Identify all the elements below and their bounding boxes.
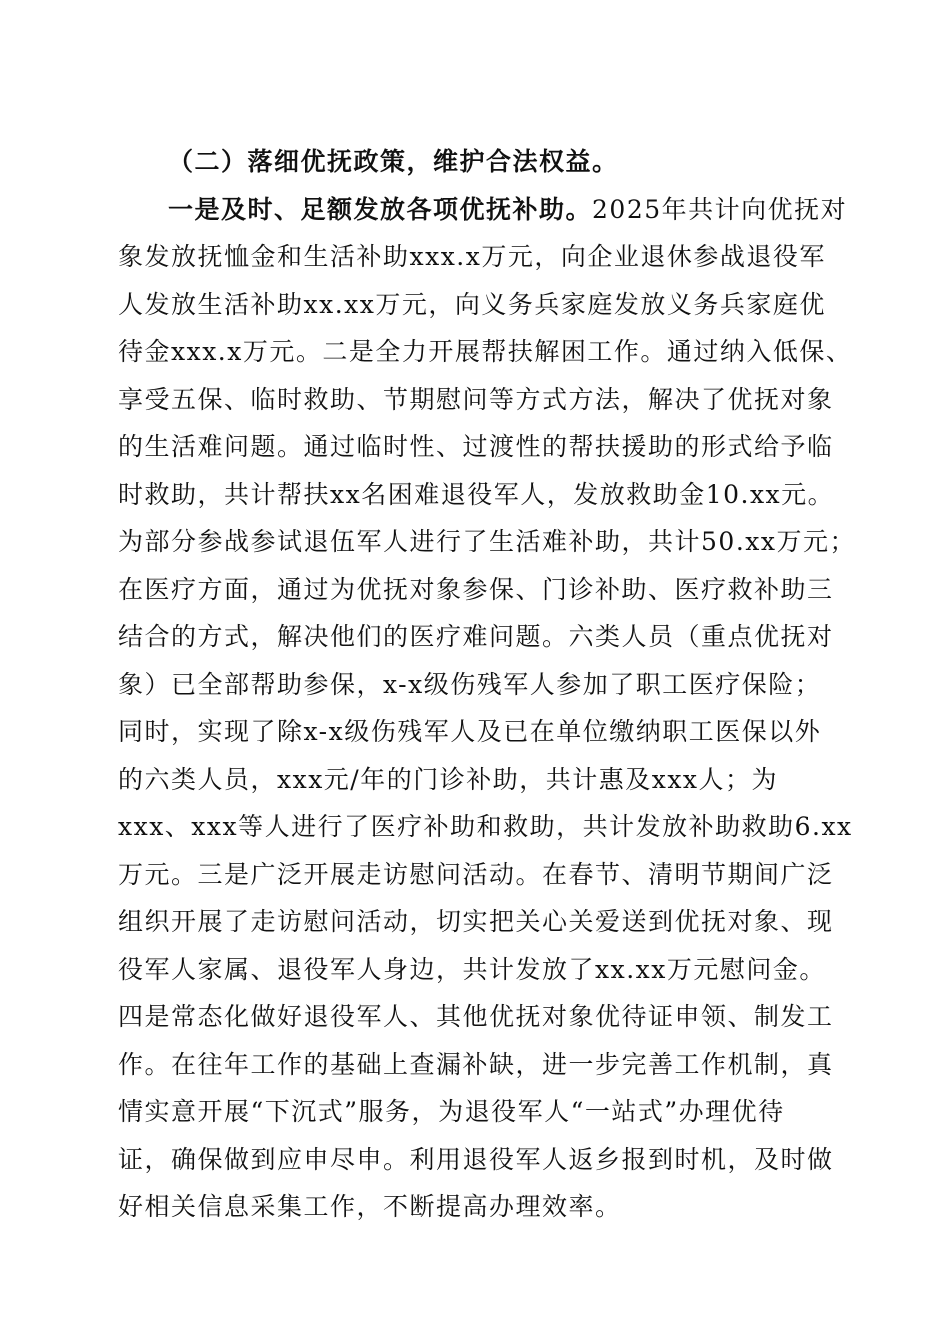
paragraph-line xyxy=(118,756,838,804)
line-text: 时救助，共计帮扶xx名困难退役军人，发放救助金10.xx元。 xyxy=(118,479,835,509)
line-text: 象）已全部帮助参保，x-x级伤残军人参加了职工医疗保险； xyxy=(118,669,822,699)
paragraph-line xyxy=(118,851,838,899)
section-heading xyxy=(118,138,838,186)
line-text: 2025年共计向优抚对 xyxy=(592,194,848,224)
body-text xyxy=(118,138,856,1231)
lead-sentence: 一是及时、足额发放各项优抚补助。 xyxy=(168,194,593,224)
paragraph-line xyxy=(118,233,838,281)
paragraph-line xyxy=(118,993,838,1041)
paragraph-line xyxy=(118,1041,838,1089)
paragraph-line xyxy=(118,708,838,756)
line-text: xxx、xxx等人进行了医疗补助和救助，共计发放补助救助6.xx xyxy=(118,812,853,841)
paragraph-line xyxy=(118,1088,838,1136)
line-text: 的生活难问题。通过临时性、过渡性的帮扶援助的形式给予临 xyxy=(118,432,834,461)
paragraph-line xyxy=(118,613,838,661)
line-text: 情实意开展“下沉式”服务，为退役军人“一站式”办理优待 xyxy=(118,1097,785,1126)
line-text: 人发放生活补助xx.xx万元，向义务兵家庭发放义务兵家庭优 xyxy=(118,289,826,319)
paragraph-line xyxy=(118,1183,838,1231)
section-heading-text: （二）落细优抚政策，维护合法权益。 xyxy=(168,147,619,176)
line-text: 同时，实现了除x-x级伤残军人及已在单位缴纳职工医保以外 xyxy=(118,717,822,746)
line-text: 好相关信息采集工作，不断提高办理效率。 xyxy=(118,1192,622,1221)
paragraph-line xyxy=(118,898,838,946)
line-text: 在医疗方面，通过为优抚对象参保、门诊补助、医疗救补助三 xyxy=(118,574,834,604)
line-text: 的六类人员，xxx元/年的门诊补助，共计惠及xxx人；为 xyxy=(118,764,779,794)
paragraph-line xyxy=(118,281,838,329)
line-text: 作。在往年工作的基础上查漏补缺，进一步完善工作机制，真 xyxy=(118,1049,834,1079)
line-text: 享受五保、临时救助、节期慰问等方式方法，解决了优抚对象 xyxy=(118,384,834,414)
line-text: 证，确保做到应申尽申。利用退役军人返乡报到时机，及时做 xyxy=(118,1144,834,1174)
paragraph-line xyxy=(118,471,838,519)
paragraph-line xyxy=(118,566,838,614)
paragraph-line xyxy=(118,376,838,424)
line-text: 四是常态化做好退役军人、其他优抚对象优待证申领、制发工 xyxy=(118,1002,834,1031)
paragraph-line xyxy=(118,661,838,709)
paragraph-line xyxy=(118,803,853,851)
paragraph-line xyxy=(118,518,856,566)
line-text: 为部分参战参试退伍军人进行了生活难补助，共计50.xx万元； xyxy=(118,527,856,556)
paragraph-line xyxy=(118,328,853,376)
line-text: 组织开展了走访慰问活动，切实把关心关爱送到优抚对象、现 xyxy=(118,907,834,936)
line-text: 待金xxx.x万元。二是全力开展帮扶解困工作。通过纳入低保、 xyxy=(118,337,853,366)
line-text: 役军人家属、退役军人身边，共计发放了xx.xx万元慰问金。 xyxy=(118,954,826,984)
line-text: 结合的方式，解决他们的医疗难问题。六类人员（重点优抚对 xyxy=(118,622,834,651)
line-text: 象发放抚恤金和生活补助xxx.x万元，向企业退休参战退役军 xyxy=(118,242,826,271)
paragraph-line xyxy=(118,423,838,471)
paragraph-line xyxy=(118,1136,838,1184)
line-text: 万元。三是广泛开展走访慰问活动。在春节、清明节期间广泛 xyxy=(118,859,834,889)
paragraph-line xyxy=(118,946,838,994)
paragraph-line xyxy=(118,186,848,234)
